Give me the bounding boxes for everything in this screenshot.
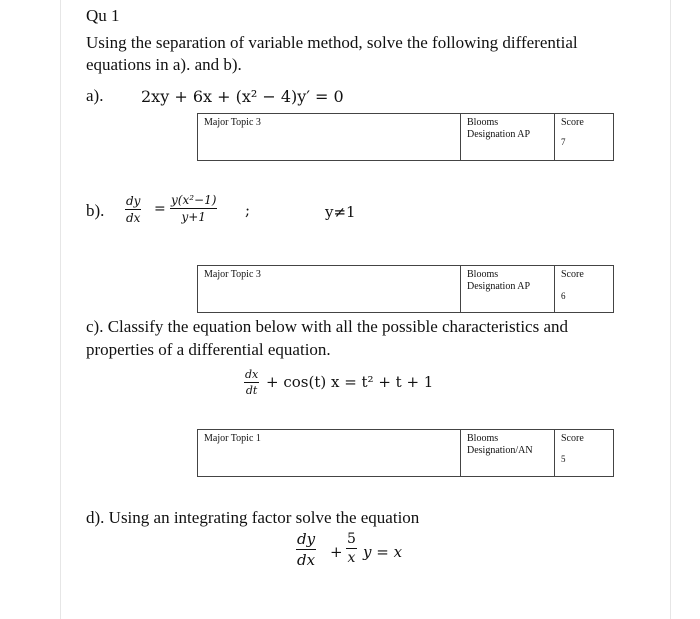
part-b-info-table — [197, 265, 614, 313]
part-a-score-value: 7 — [561, 137, 566, 147]
part-d-plus: + — [330, 543, 343, 561]
part-a-blooms-line2: Designation AP — [467, 129, 531, 140]
part-b-lhs-denominator: dx — [126, 211, 141, 225]
part-c-numerator: dx — [245, 368, 259, 381]
part-c-blooms-line1: Blooms — [467, 433, 499, 444]
part-b-score-value: 6 — [561, 291, 566, 301]
part-c-score-value: 5 — [561, 454, 566, 464]
part-b-lhs-numerator: dy — [126, 194, 141, 208]
part-d-lhs-numerator: dy — [297, 530, 316, 548]
part-a-score-cell — [554, 114, 614, 160]
part-a-topic-cell — [198, 114, 460, 160]
part-b-label: b). — [86, 201, 105, 220]
part-c-fraction — [244, 368, 259, 397]
part-d-lhs-fraction — [296, 530, 316, 569]
part-a-blooms-line1: Blooms — [467, 117, 499, 128]
part-b-rhs-numerator: y(x²−1) — [171, 193, 217, 207]
part-b-blooms-line2: Designation AP — [467, 281, 531, 292]
part-a-equation: 2xy + 6x + (x² − 4)y′ = 0 — [141, 87, 344, 106]
part-c-topic-cell — [198, 430, 460, 476]
part-c-topic: Major Topic 1 — [204, 433, 261, 444]
part-b-topic: Major Topic 3 — [204, 269, 261, 280]
part-a-label: a). — [86, 86, 104, 105]
part-c-score-cell — [554, 430, 614, 476]
part-a-score-label: Score — [561, 117, 584, 128]
part-b-score-label: Score — [561, 269, 584, 280]
part-c-line1: c). Classify the equation below with all the possible characteristics and — [86, 317, 569, 336]
part-b-blooms-cell — [460, 266, 554, 312]
part-c-line2: properties of a differential equation. — [86, 340, 331, 359]
part-b-lhs-fraction — [125, 194, 141, 225]
part-b-rhs-denominator: y+1 — [181, 210, 206, 224]
part-d-coef-denominator: x — [347, 550, 356, 566]
question-intro-line1: Using the separation of variable method, solve the following differential — [86, 33, 578, 52]
part-b-blooms-line1: Blooms — [467, 269, 499, 280]
part-c-info-table — [197, 429, 614, 477]
part-b-condition: y≠1 — [325, 203, 356, 221]
part-c-denominator: dt — [245, 384, 258, 397]
part-c-score-label: Score — [561, 433, 584, 444]
part-b-equals: = — [154, 201, 166, 217]
question-title: Qu 1 — [86, 6, 120, 25]
part-a-info-table — [197, 113, 614, 161]
part-d-coef-numerator: 5 — [347, 531, 356, 547]
part-b-separator: ; — [245, 201, 251, 219]
part-d-lhs-denominator: dx — [297, 551, 316, 569]
part-b-rhs-fraction — [170, 193, 217, 224]
question-intro-line2: equations in a). and b). — [86, 55, 242, 74]
part-d-line1: d). Using an integrating factor solve the equation — [86, 508, 420, 527]
part-b-topic-cell — [198, 266, 460, 312]
part-a-topic: Major Topic 3 — [204, 117, 261, 128]
part-a-blooms-cell — [460, 114, 554, 160]
part-c-equation-rest: + cos(t) x = t² + t + 1 — [266, 373, 434, 391]
part-c-blooms-line2: Designation/AN — [467, 445, 533, 456]
part-b-score-cell — [554, 266, 614, 312]
part-c-blooms-cell — [460, 430, 554, 476]
part-d-equation-rest: y = x — [363, 543, 403, 561]
page-edge-right — [670, 0, 671, 619]
part-d-coef-fraction — [346, 531, 357, 566]
page-edge-left — [60, 0, 61, 619]
